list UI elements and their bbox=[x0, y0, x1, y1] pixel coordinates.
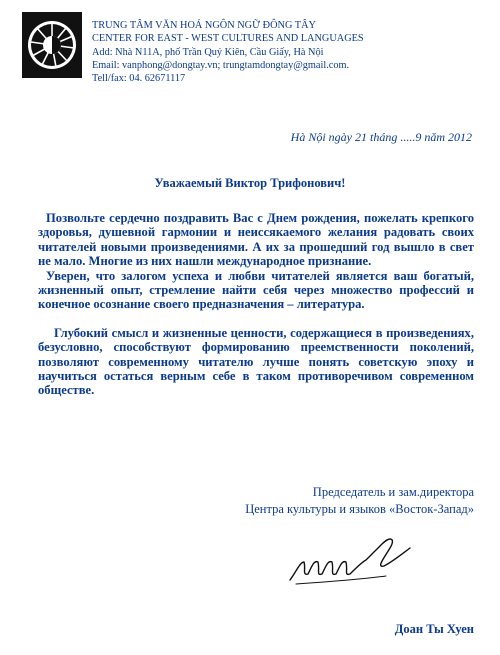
letter-body bbox=[38, 211, 474, 398]
paragraph-2: Уверен, что залогом успеха и любви читателей является ваш богатый, жизненный опыт, стремление найти себя через множество профессий и конечное осознание своего предназначения – литература. bbox=[38, 268, 474, 312]
handwritten-signature bbox=[286, 532, 426, 592]
org-phone: Tell/fax: 04. 62671117 bbox=[92, 73, 186, 85]
org-name-vi: TRUNG TÂM VĂN HOÁ NGÔN NGỮ ĐÔNG TÂY bbox=[92, 20, 316, 31]
org-address: Add: Nhà N11A, phố Trần Quý Kiên, Cầu Giấy, Hà Nội bbox=[92, 46, 324, 58]
org-name-en: CENTER FOR EAST - WEST CULTURES AND LANGUAGES bbox=[92, 33, 364, 45]
paragraph-3: Глубокий смысл и жизненные ценности, содержащиеся в произведениях, безусловно, способствуют формированию преемственности поколений, позволяют современному читателю лучше понять советскую эпоху и научиться остаться верным себе в таком противоречивом современном обществе. bbox=[38, 325, 474, 398]
paragraph-1: Позвольте сердечно поздравить Вас с Днем рождения, пожелать крепкого здоровья, душевной гармонии и неиссякаемого желания радовать своих читателей новыми произведениями. А их за прошедший год вышло в свет не мало. Многие из них нашли международное признание. bbox=[38, 211, 474, 269]
org-email: Email: vanphong@dongtay.vn; trungtamdongtay@gmail.com. bbox=[92, 59, 350, 71]
signature-title-block bbox=[245, 484, 474, 518]
signer-title-line-2: Центра культуры и языков «Восток-Запад» bbox=[245, 502, 474, 516]
organization-header bbox=[92, 19, 492, 85]
letter-date: Hà Nội ngày 21 tháng .....9 năm 2012 bbox=[290, 130, 472, 144]
signer-name: Доан Ты Хуен bbox=[394, 622, 474, 636]
center-logo-icon bbox=[22, 12, 82, 78]
signer-title-line-1: Председатель и зам.директора bbox=[312, 485, 474, 499]
salutation: Уважаемый Виктор Трифонович! bbox=[154, 176, 346, 190]
